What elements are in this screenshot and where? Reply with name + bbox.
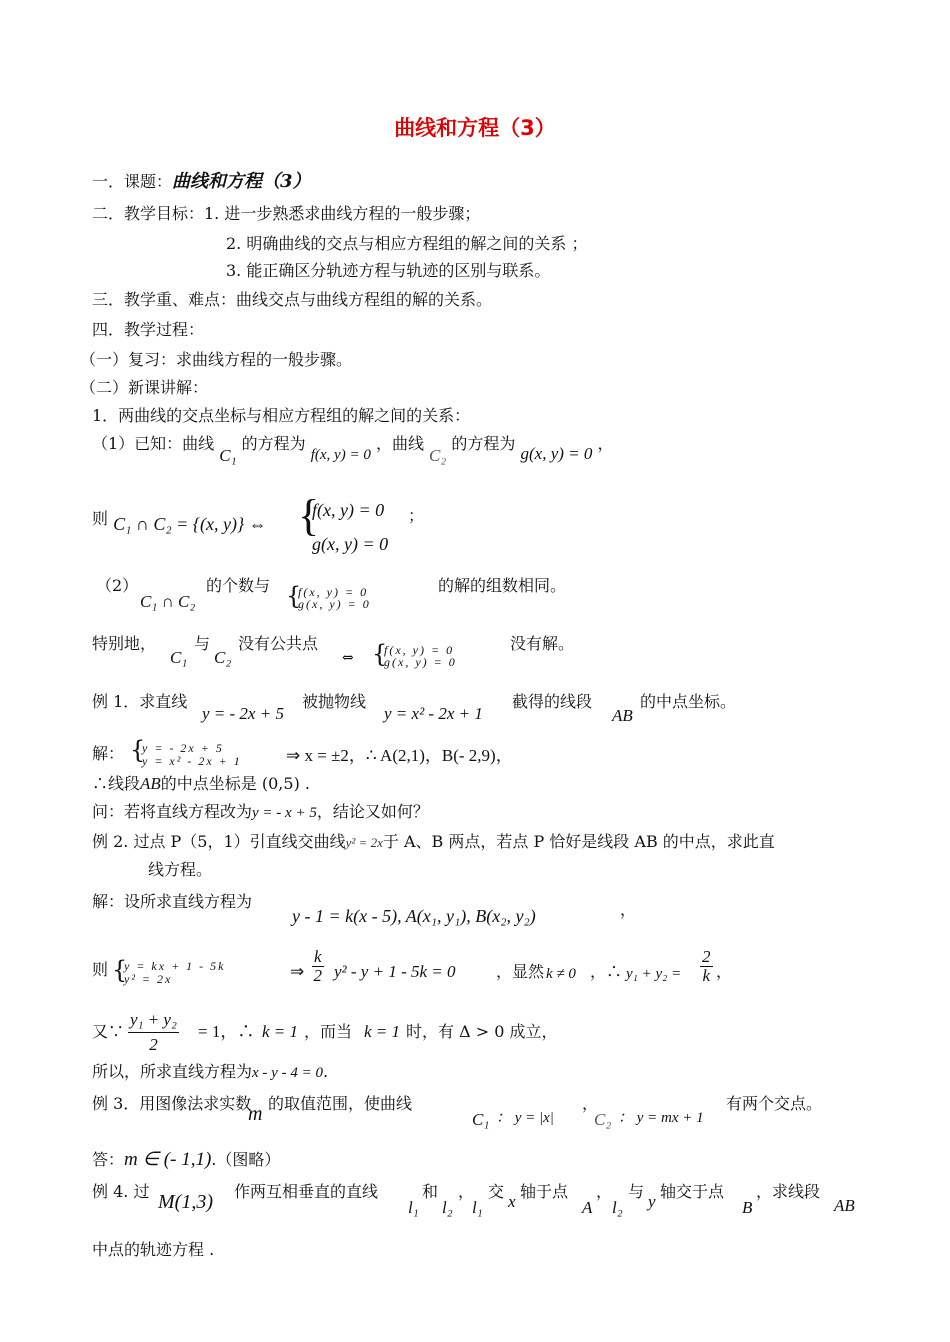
curve-c2: C₂ [214, 648, 232, 667]
text: 于 A、B 两点，若点 P 恰好是线段 AB 的中点，求此直 [382, 832, 775, 851]
segment-ab: AB [612, 706, 633, 725]
objective-1: 二．教学目标：1. 进一步熟悉求曲线方程的一般步骤； [92, 204, 481, 223]
line-l1: l₁ [408, 1198, 419, 1217]
solution-label: 解： [92, 744, 125, 763]
denominator: k [702, 966, 711, 985]
text: ， [620, 900, 637, 919]
small-brace: { [286, 582, 302, 610]
text: 和 [422, 1182, 439, 1201]
small-system-eq-1: y = - 2x + 5 [142, 741, 224, 755]
axis-x: x [508, 1192, 516, 1211]
curve-c2-equation: ： y = mx + 1 [618, 1110, 704, 1126]
curve-c2: C₂ [594, 1110, 612, 1129]
text: ，而当 [304, 1022, 353, 1041]
text: ，曲线 [375, 434, 424, 453]
text: 则 [92, 960, 109, 979]
curve-c1: C₁ [170, 648, 188, 667]
midpoint-result [92, 774, 310, 794]
text: ， [582, 1094, 599, 1113]
example-3-label: 例 3．用图像法求实数 [92, 1094, 252, 1113]
text: 问：若将直线方程改为 [92, 802, 253, 821]
text: 轴于点 [520, 1182, 569, 1201]
example-1-label: 例 1．求直线 [92, 692, 188, 711]
text: 又∵ [92, 1022, 125, 1041]
system-eq-2: g(x, y) = 0 [312, 534, 389, 554]
text: 线方程。 [148, 860, 213, 879]
k-not-zero: k ≠ 0 [546, 966, 576, 982]
new-line-equation: y = - x + 5 [252, 805, 317, 821]
page-title: 曲线和方程（3） [394, 116, 556, 140]
final-answer-line [92, 1062, 328, 1083]
numerator: y₁ + y₂ [128, 1008, 179, 1033]
text: . [322, 1062, 329, 1081]
topic-line [92, 172, 311, 192]
segment-ab: AB [140, 774, 161, 793]
system-eq-1: f(x, y) = 0 [312, 500, 385, 520]
k-equals-1: k = 1 [364, 1022, 401, 1041]
curve-equation: y² = 2x [345, 835, 383, 850]
sum-of-roots: y₁ + y₂ = [626, 966, 682, 982]
text: 的取值范围，使曲线 [268, 1094, 413, 1113]
implies-arrow: ⇒ [290, 962, 305, 981]
text: ，∴ [590, 962, 623, 981]
text: ，结论又如何？ [316, 802, 429, 821]
text: 有两个交点。 [726, 1094, 823, 1113]
point-b: B [742, 1198, 753, 1217]
text: ， [597, 434, 614, 453]
text: 的方程为 [241, 434, 306, 453]
equation-g: g(x, y) = 0 [520, 444, 593, 463]
small-system-eq-2: y = x² - 2x + 1 [142, 754, 242, 768]
text: 没有解。 [510, 634, 575, 653]
small-system-eq-1: f(x, y) = 0 [384, 643, 455, 657]
answer-line [92, 1150, 280, 1170]
denominator: 2 [313, 966, 323, 985]
final-line-equation: x - y - 4 = 0 [252, 1065, 323, 1081]
intersection-set: C₁ ∩ C₂ [140, 592, 196, 611]
example-2-line [92, 832, 775, 853]
curve-c2: C₂ [429, 446, 447, 465]
answer-range: m ∈ (- 1,1) [124, 1149, 212, 1170]
special-case-a: 特别地， [92, 634, 157, 653]
text: 没有公共点 [238, 634, 319, 653]
count-statement-c: 的解的组数相同。 [438, 576, 567, 595]
line-l2: l₂ [442, 1198, 453, 1217]
text: （1）已知：曲线 [92, 434, 215, 453]
solution-label: 解：设所求直线方程为 [92, 892, 253, 911]
count-statement-a: （2） [96, 576, 139, 595]
text: 时，有 Δ > 0 成立， [406, 1022, 558, 1041]
denominator: 2 [149, 1035, 158, 1054]
question-line [92, 802, 429, 823]
review-line: （一）复习：求曲线方程的一般步骤。 [80, 350, 353, 369]
small-system-eq-2: g(x, y) = 0 [384, 655, 457, 669]
small-system-eq-2: y² = 2x [124, 972, 173, 986]
curve-c1: C₁ [472, 1110, 490, 1129]
text: 例 2. 过点 P（5，1）引直线交曲线 [92, 832, 346, 851]
small-system-eq-1: f(x, y) = 0 [298, 585, 369, 599]
text: = 1，∴ [198, 1022, 255, 1041]
curve-c1: C₁ [219, 446, 237, 465]
text: 答： [92, 1150, 125, 1169]
intersection-equivalence [92, 508, 267, 534]
process-heading: 四．教学过程： [92, 320, 205, 339]
intersection-expression: C₁ ∩ C₂ = {(x, y)} ⇔ [113, 514, 267, 534]
key-points: 三．教学重、难点：曲线交点与曲线方程组的解的关系。 [92, 290, 493, 309]
given-curves-line [92, 434, 614, 470]
text: 截得的线段 [512, 692, 593, 711]
line-l1: l₁ [472, 1198, 483, 1217]
objective-3: 3. 能正确区分轨迹方程与轨迹的区别与联系。 [226, 261, 551, 280]
text: ， [716, 962, 733, 981]
fraction-average [128, 1008, 179, 1057]
curve-c1-equation: ： y = |x| [496, 1110, 554, 1126]
objective-2: 2. 明确曲线的交点与相应方程组的解之间的关系 ； [226, 234, 588, 253]
equation-f: f(x, y) = 0 [310, 447, 371, 463]
text: 的中点坐标是 (0,5) . [160, 774, 310, 793]
text: ， [596, 1182, 613, 1201]
parabola-equation: y = x² - 2x + 1 [384, 704, 483, 723]
topic-prefix: 一．课题： [92, 172, 173, 191]
point-m: M(1,3) [158, 1191, 213, 1213]
text: ，求线段 [756, 1182, 821, 1201]
new-lesson-heading: （二）新课讲解： [80, 378, 209, 397]
system-brace: { [298, 491, 320, 540]
small-brace: { [372, 640, 388, 668]
text: 与 [194, 634, 211, 653]
topic-name: 曲线和方程（3） [172, 171, 311, 192]
small-brace: { [130, 736, 146, 764]
text: 交 [488, 1182, 505, 1201]
line-equation: y - 1 = k(x - 5), A(x₁, y₁), B(x₂, y₂) [292, 906, 536, 926]
section-1-heading: 1．两曲线的交点坐标与相应方程组的解之间的关系： [92, 406, 471, 425]
text: 作两互相垂直的直线 [234, 1182, 379, 1201]
k-equals-1: k = 1 [262, 1022, 299, 1041]
example-4-label: 例 4. 过 [92, 1182, 150, 1201]
text: 轴交于点 [660, 1182, 725, 1201]
numerator: 2 [702, 947, 711, 966]
text: ； [408, 506, 425, 525]
point-a: A [582, 1198, 593, 1217]
small-system-eq-2: g(x, y) = 0 [298, 597, 371, 611]
small-brace: { [112, 956, 128, 984]
variable-m: m [248, 1103, 263, 1125]
text: 的方程为 [451, 434, 516, 453]
text: 所以，所求直线方程为 [92, 1062, 253, 1081]
solution-result: ⇒ x = ±2，∴ A(2,1)，B(- 2,9)， [286, 746, 513, 765]
line-equation: y = - 2x + 5 [202, 704, 284, 723]
text: ，显然 [496, 962, 545, 981]
fraction-k-over-2 [312, 948, 324, 985]
quadratic-equation: y² - y + 1 - 5k = 0 [334, 962, 456, 981]
example-4-continued: 中点的轨迹方程 . [92, 1240, 215, 1259]
small-system-eq-1: y = kx + 1 - 5k [124, 959, 226, 973]
axis-y: y [648, 1192, 656, 1211]
text: .（图略） [211, 1150, 281, 1169]
text: 与 [628, 1182, 645, 1201]
line-l2: l₂ [612, 1198, 623, 1217]
text: ∴线段 [92, 774, 141, 793]
text: 的中点坐标。 [640, 692, 737, 711]
segment-ab: AB [834, 1196, 855, 1215]
text: 则 [92, 509, 109, 528]
text: 被抛物线 [302, 692, 367, 711]
count-statement-b: 的个数与 [206, 576, 271, 595]
numerator: k [314, 947, 322, 966]
text: ， [458, 1182, 475, 1201]
equivalence-arrow: ⇔ [342, 650, 354, 666]
fraction-2-over-k [700, 948, 713, 985]
